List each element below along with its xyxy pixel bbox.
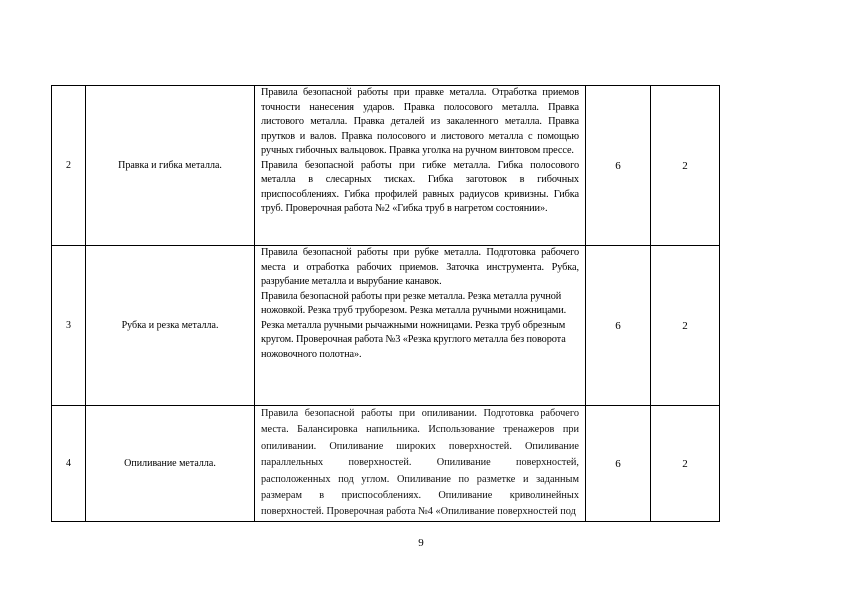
practice-hours-cell: 2 [651,406,720,522]
row-number: 2 [52,86,86,246]
table-row [52,406,720,522]
row-number: 3 [52,246,86,406]
page-number: 9 [418,537,424,549]
practice-hours-cell: 2 [651,246,720,406]
content-paragraph: Правила безопасной работы при гибке металла. Гибка полосового металла в слесарных тисках. Гибка заготовок в гибочных приспособлениях. Гибка профилей равных радиусов кривизны. Гибка труб. Проверочная работа №2 «Гибка труб в нагретом состоянии». [261,159,579,214]
content-paragraph: Правила безопасной работы при правке металла. Отработка приемов точности нанесения ударов. Правка полосового металла. Правка листового металла. Правка деталей из закаленного металла. Правка прутков и валов. Правка полосового и листового металла с помощью ручных гибочных вальцовок. Правка уголка на ручном винтовом прессе. [261,87,579,156]
topic-content [255,406,586,522]
practice-hours-cell: 2 [651,86,720,246]
content-paragraph: Правила безопасной работы при рубке металла. Подготовка рабочего места и отработка рабочих приемов. Заточка инструмента. Рубка, разрубание металла и вырубание канавок. [261,247,579,287]
topic-content [255,86,586,246]
hours-cell: 6 [586,246,651,406]
content-paragraph: Правила безопасной работы при опиливании. Подготовка рабочего места. Балансировка напильника. Использование тренажеров при опиливании. Опиливание широких поверхностей. Опиливание параллельных поверхностей. Опиливание поверхностей, расположенных под углом. Опиливание по разметке и заданным размерам в приспособлениях. Опиливание криволинейных поверхностей. Проверочная работа №4 «Опиливание поверхностей под [261,408,579,518]
topic-title: Опиливание металла. [86,406,255,522]
topic-content [255,246,586,406]
table-row [52,246,720,406]
topic-title: Правка и гибка металла. [86,86,255,246]
row-number: 4 [52,406,86,522]
content-clip [261,406,579,521]
curriculum-table [51,85,720,522]
table-row [52,86,720,246]
hours-cell: 6 [586,406,651,522]
topic-title: Рубка и резка металла. [86,246,255,406]
content-paragraph: Правила безопасной работы при резке металла. Резка металла ручной ножовкой. Резка труб труборезом. Резка металла ручными ножницами. Резка металла ручными рычажными ножницами. Резка труб обрезным кругом. Проверочная работа №3 «Резка круглого металла без поворота ножовочного полотна». [261,290,567,360]
hours-cell: 6 [586,86,651,246]
